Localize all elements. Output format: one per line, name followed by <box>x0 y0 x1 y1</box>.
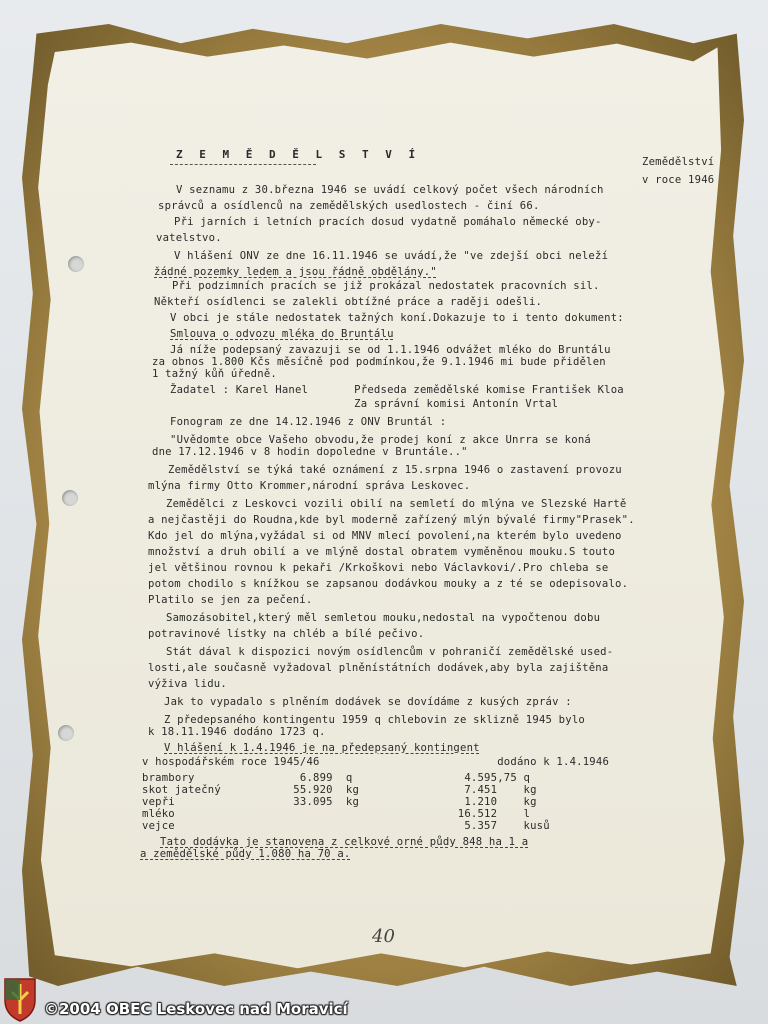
text-line: 1 tažný kůň úředně. <box>152 368 277 380</box>
text-line: Zemědělci z Leskovci vozili obilí na semletí do mlýna ve Slezské Hartě <box>166 498 627 510</box>
text-line: Kdo jel do mlýna,vyžádal si od MNV mlecí povolení,na kterém bylo uvedeno <box>148 530 622 542</box>
text-line: výživa lidu. <box>148 678 227 690</box>
text-line: žádné pozemky ledem a jsou řádně obdělány." <box>154 266 437 278</box>
text-line: dne 17.12.1946 v 8 hodin dopoledne v Bruntále.." <box>152 446 468 458</box>
text-line: V obci je stále nedostatek tažných koní.Dokazuje to i tento dokument: <box>170 312 624 324</box>
text-line: v hospodářském roce 1945/46 dodáno k 1.4.1946 <box>142 756 610 768</box>
margin-note-line: Zemědělství <box>642 156 715 168</box>
margin-note-line: v roce 1946 <box>642 174 715 186</box>
text-line: za obnos 1.800 Kčs měsíčně pod podmínkou,že 9.1.1946 mi bude přidělen <box>152 356 606 368</box>
punch-hole <box>62 490 78 506</box>
text-line: a nejčastěji do Roudna,kde byl moderně zařízený mlýn bývalé firmy"Prasek". <box>148 514 635 526</box>
table-row: mléko 16.512 l <box>142 808 531 820</box>
table-row: vepři 33.095 kg 1.210 kg <box>142 796 537 808</box>
text-line: V hlášení k 1.4.1946 je na předepsaný kontingent <box>164 742 480 754</box>
table-row: brambory 6.899 q 4.595,75 q <box>142 772 531 784</box>
text-line: Tato dodávka je stanovena z celkové orné půdy 848 ha 1 a <box>160 836 529 848</box>
text-line: a zemědělské půdy 1.080 ha 70 a. <box>140 848 351 860</box>
table-row: vejce 5.357 kusů <box>142 820 550 832</box>
text-line: mlýna firmy Otto Krommer,národní správa Leskovec. <box>148 480 471 492</box>
text-line: Já níže podepsaný zavazuji se od 1.1.1946 odvážet mléko do Bruntálu <box>170 344 611 356</box>
text-line: Platilo se jen za pečení. <box>148 594 313 606</box>
text-line: Jak to vypadalo s plněním dodávek se dovídáme z kusých zpráv : <box>164 696 572 708</box>
text-line: V seznamu z 30.března 1946 se uvádí celkový počet všech národních <box>176 184 604 196</box>
page-number: 40 <box>372 926 395 947</box>
punch-hole <box>58 725 74 741</box>
punch-hole <box>68 256 84 272</box>
text-line: správců a osídlenců na zemědělských usedlostech - činí 66. <box>158 200 540 212</box>
text-line: Za správní komisi Antonín Vrtal <box>170 398 559 410</box>
title-underline <box>170 164 316 165</box>
text-line: k 18.11.1946 dodáno 1723 q. <box>148 726 326 738</box>
copyright-caption: ©2004 OBEC Leskovec nad Moravicí <box>44 1000 348 1018</box>
text-line: potravinové lístky na chléb a bílé pečivo. <box>148 628 425 640</box>
text-line: Někteří osídlenci se zalekli obtížné práce a raději odešli. <box>154 296 543 308</box>
text-line: Stát dával k dispozici novým osídlencům v pohraničí zemědělské used- <box>166 646 614 658</box>
text-line: Z předepsaného kontingentu 1959 q chlebovin ze sklizně 1945 bylo <box>164 714 585 726</box>
text-line: "Uvědomte obce Vašeho obvodu,že prodej koní z akce Unrra se koná <box>170 434 591 446</box>
text-line: losti,ale současně vyžadoval plněnístátních dodávek,aby byla zajištěna <box>148 662 609 674</box>
text-line: Samozásobitel,který měl semletou mouku,nedostal na vypočtenou dobu <box>166 612 601 624</box>
coat-of-arms-icon <box>2 976 38 1022</box>
text-line: množství a druh obilí a ve mlýně dostal obratem vyměněnou mouku.S touto <box>148 546 616 558</box>
document-title: Z E M Ě D Ě L S T V Í <box>176 148 421 161</box>
text-line: Při jarních i letních pracích dosud vydatně pomáhalo německé oby- <box>174 216 602 228</box>
text-line: V hlášení ONV ze dne 16.11.1946 se uvádí,že "ve zdejší obci neleží <box>174 250 609 262</box>
table-row: skot jatečný 55.920 kg 7.451 kg <box>142 784 537 796</box>
text-line: potom chodilo s knížkou se zapsanou dodávkou mouky a z té se odepisovalo. <box>148 578 629 590</box>
text-line: Žadatel : Karel Hanel Předseda zemědělské komise František Kloa <box>170 384 624 396</box>
text-line: vatelstvo. <box>156 232 222 244</box>
text-line: Zemědělství se týká také oznámení z 15.srpna 1946 o zastavení provozu <box>168 464 622 476</box>
text-line: jel většinou rovnou k pekaři /Krkoškovi nebo Václavkovi/.Pro chleba se <box>148 562 609 574</box>
text-line: Při podzimních pracích se již prokázal nedostatek pracovních sil. <box>172 280 600 292</box>
text-line: Fonogram ze dne 14.12.1946 z ONV Bruntál : <box>170 416 447 428</box>
document-heading: Smlouva o odvozu mléka do Bruntálu <box>170 328 394 340</box>
